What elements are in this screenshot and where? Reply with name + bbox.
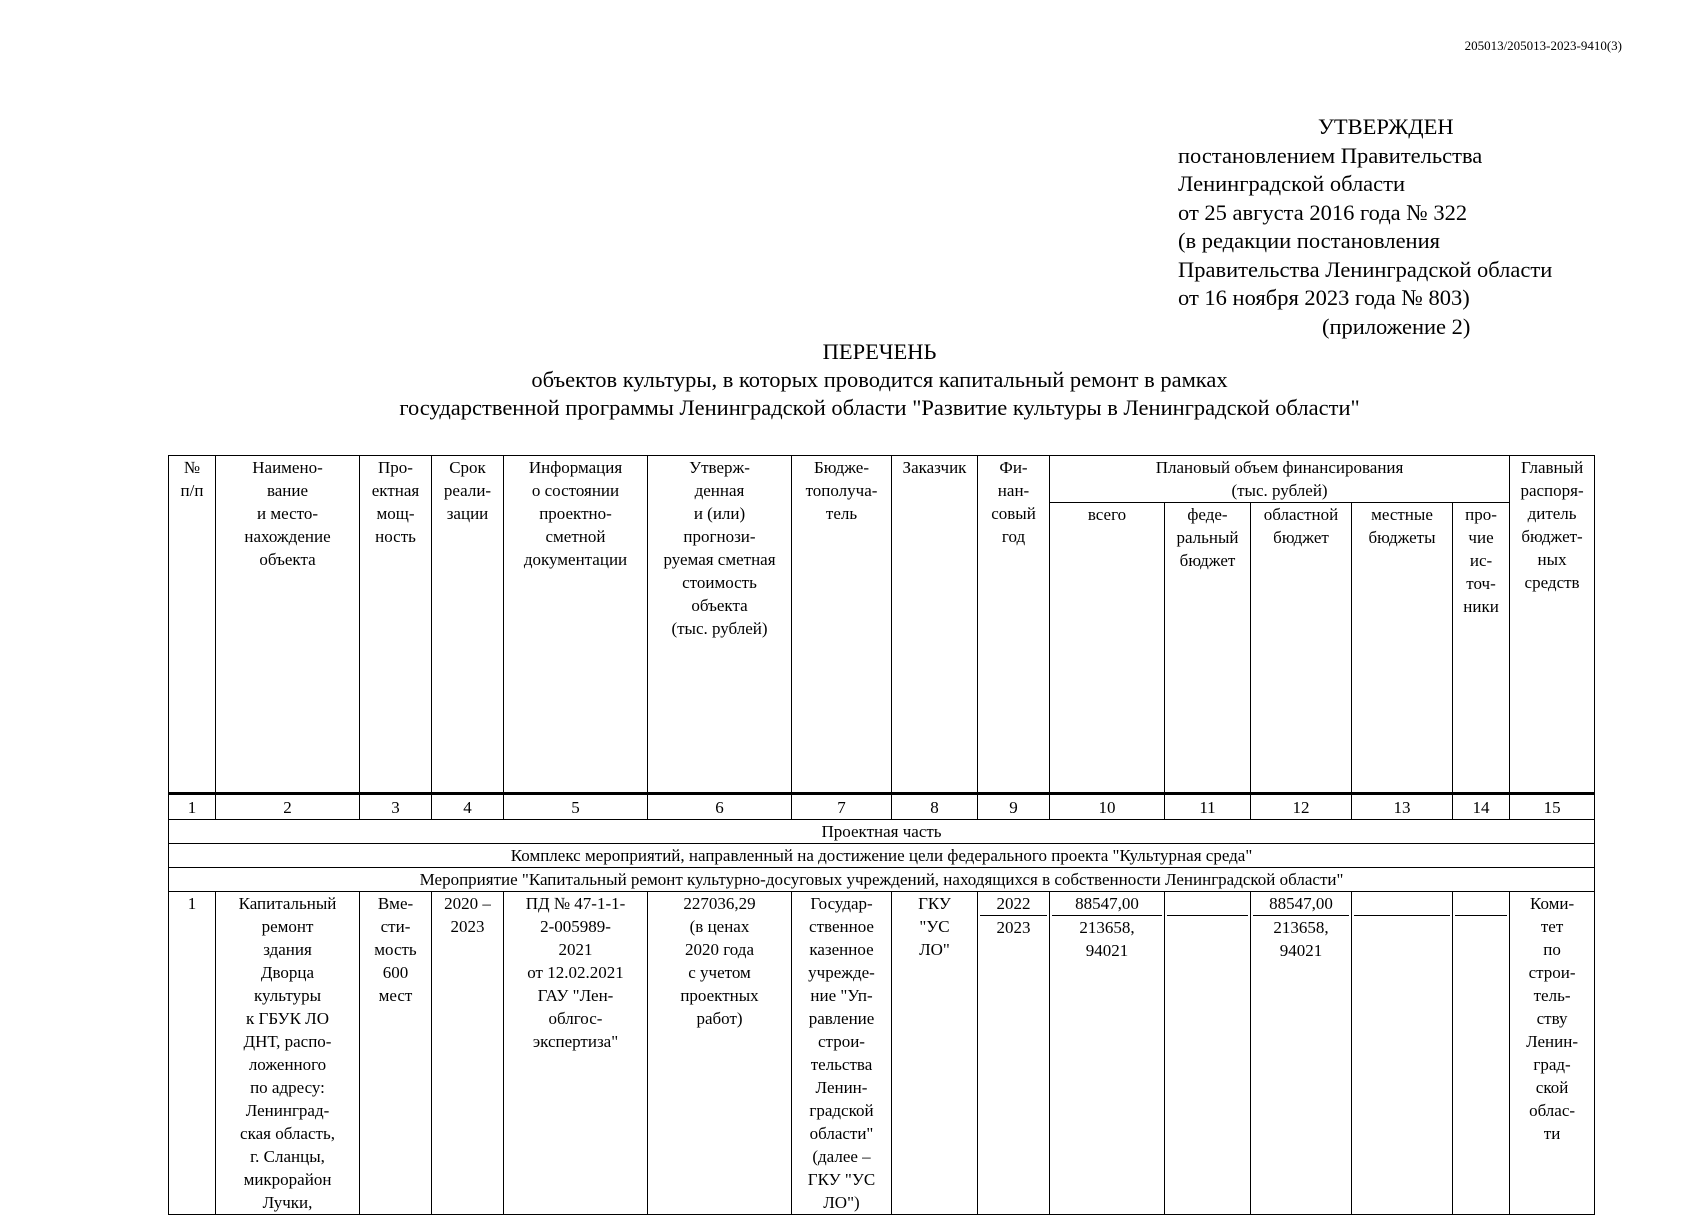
approval-line: (приложение 2)	[1322, 313, 1471, 339]
header-customer: Заказчик	[892, 456, 978, 794]
column-number: 11	[1165, 794, 1251, 820]
row-term: 2020 – 2023	[432, 892, 504, 1215]
approval-line: от 16 ноября 2023 года № 803)	[1178, 285, 1470, 310]
column-number: 15	[1510, 794, 1595, 820]
column-number: 5	[504, 794, 648, 820]
document-id: 205013/205013-2023-9410(3)	[1464, 38, 1622, 53]
header-name: Наимено- вание и место- нахождение объекта	[216, 456, 360, 794]
regional-2023: 213658, 94021	[1273, 918, 1329, 960]
row-other	[1453, 892, 1510, 1215]
header-recipient: Бюдже- тополуча- тель	[792, 456, 892, 794]
local-2022	[1354, 892, 1450, 916]
other-2022	[1455, 892, 1507, 916]
document-heading	[0, 338, 1697, 422]
row-total	[1050, 892, 1165, 1215]
approval-line: от 25 августа 2016 года № 322	[1178, 199, 1468, 225]
column-number: 1	[169, 794, 216, 820]
row-cost: 227036,29 (в ценах 2020 года с учетом проектных работ)	[648, 892, 792, 1215]
header-year: Фи- нан- совый год	[978, 456, 1050, 794]
total-2023: 213658, 94021	[1079, 918, 1135, 960]
row-recipient: Государ- ственное казенное учрежде- ние "Уп- равление строи- тельства Ленин- градской области" (далее – ГКУ "УС ЛО")	[792, 892, 892, 1215]
objects-table	[168, 455, 1595, 1215]
approval-title: УТВЕРЖДЕН	[1318, 114, 1454, 139]
row-federal	[1165, 892, 1251, 1215]
column-number: 4	[432, 794, 504, 820]
approval-line: (в редакции постановления	[1178, 228, 1440, 253]
year-2022: 2022	[980, 892, 1047, 916]
column-number: 12	[1251, 794, 1352, 820]
column-number: 13	[1352, 794, 1453, 820]
row-manager: Коми- тет по строи- тель- ству Ленин- град- ской облас- ти	[1510, 892, 1595, 1215]
column-number: 8	[892, 794, 978, 820]
row-num: 1	[169, 892, 216, 1215]
header-financing: Плановый объем финансирования (тыс. рублей)	[1050, 456, 1510, 503]
header-regional: областной бюджет	[1251, 503, 1352, 794]
row-year	[978, 892, 1050, 1215]
row-customer: ГКУ "УС ЛО"	[892, 892, 978, 1215]
row-docs: ПД № 47-1-1- 2-005989- 2021 от 12.02.2021 ГАУ "Лен- облгос- экспертиза"	[504, 892, 648, 1215]
document-title: ПЕРЕЧЕНЬ	[822, 339, 937, 364]
approval-line: Ленинградской области	[1178, 171, 1406, 196]
header-manager: Главный распоря- дитель бюджет- ных средств	[1510, 456, 1595, 794]
column-number: 10	[1050, 794, 1165, 820]
federal-2023	[1167, 916, 1248, 939]
column-number: 6	[648, 794, 792, 820]
section-event: Мероприятие "Капитальный ремонт культурно-досуговых учреждений, находящихся в собственности Ленинградской области"	[169, 868, 1595, 892]
column-number: 2	[216, 794, 360, 820]
approval-line: постановлением Правительства	[1178, 142, 1483, 168]
header-term: Срок реали- зации	[432, 456, 504, 794]
column-number: 9	[978, 794, 1050, 820]
row-local	[1352, 892, 1453, 1215]
approval-line: Правительства Ленинградской области	[1178, 256, 1553, 282]
year-2023: 2023	[996, 918, 1031, 937]
local-2023	[1354, 916, 1450, 939]
header-cost: Утверж- денная и (или) прогнози- руемая сметная стоимость объекта (тыс. рублей)	[648, 456, 792, 794]
row-capacity: Вме- сти- мость 600 мест	[360, 892, 432, 1215]
table-row	[169, 892, 1595, 1215]
other-2023	[1455, 916, 1507, 939]
approval-block	[1178, 113, 1552, 341]
header-local: местные бюджеты	[1352, 503, 1453, 794]
section-complex: Комплекс мероприятий, направленный на достижение цели федерального проекта "Культурная среда"	[169, 844, 1595, 868]
row-name: Капитальный ремонт здания Дворца культуры к ГБУК ЛО ДНТ, распо- ложенного по адресу: Ленинград- ская область, г. Сланцы, микрорайон Лучки,	[216, 892, 360, 1215]
header-federal: феде- ральный бюджет	[1165, 503, 1251, 794]
header-num: № п/п	[169, 456, 216, 794]
header-docs: Информация о состоянии проектно- сметной документации	[504, 456, 648, 794]
column-number: 3	[360, 794, 432, 820]
column-number: 7	[792, 794, 892, 820]
row-regional	[1251, 892, 1352, 1215]
total-2022: 88547,00	[1052, 892, 1162, 916]
document-subtitle: государственной программы Ленинградской области "Развитие культуры в Ленинградской области"	[399, 395, 1360, 420]
regional-2022: 88547,00	[1253, 892, 1349, 916]
header-other: про- чие ис- точ- ники	[1453, 503, 1510, 794]
federal-2022	[1167, 892, 1248, 916]
header-capacity: Про- ектная мощ- ность	[360, 456, 432, 794]
document-subtitle: объектов культуры, в которых проводится капитальный ремонт в рамках	[531, 367, 1228, 392]
column-number: 14	[1453, 794, 1510, 820]
section-project: Проектная часть	[169, 820, 1595, 844]
header-total: всего	[1050, 503, 1165, 794]
